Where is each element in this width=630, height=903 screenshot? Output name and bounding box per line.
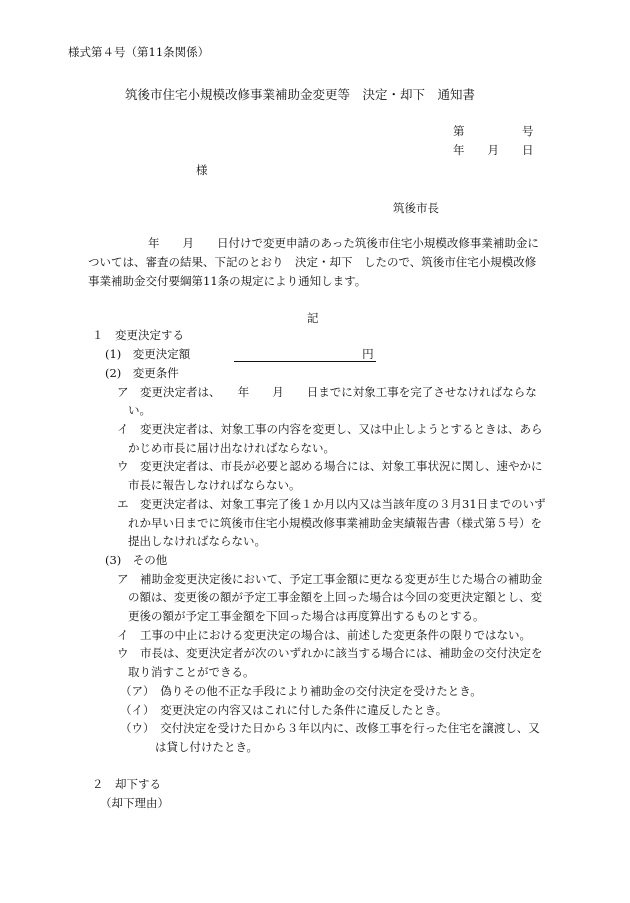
change-amount-row — [105, 349, 376, 362]
change-amount-field: 円 — [234, 349, 376, 362]
condition-line: イ 変更決定者は、対象工事の内容を変更し、又は中止しようとするときは、あら — [117, 422, 543, 436]
condition-line: い。 — [128, 403, 151, 417]
section-heading: ２ 却下する — [92, 777, 161, 791]
condition-line: ウ 変更決定者は、市長が必要と認める場合には、対象工事状況に関し、速やかに — [117, 459, 543, 473]
section-heading: １ 変更決定する — [92, 328, 184, 342]
condition-line: 提出しなければならない。 — [128, 534, 266, 548]
addressee: 様 — [196, 163, 208, 177]
rejection-reason-label: （却下理由） — [100, 796, 169, 810]
condition-line: かじめ市長に届け出なければならない。 — [128, 441, 335, 455]
sub-item-line: （ウ） 交付決定を受けた日から３年以内に、改修工事を行った住宅を譲渡し、又 — [120, 721, 540, 735]
sub-item-line: （ア） 偽りその他不正な手段により補助金の交付決定を受けたとき。 — [120, 684, 482, 698]
form-number: 様式第４号（第11条関係） — [68, 45, 210, 59]
document-number: 第 号 — [453, 124, 534, 138]
ki-heading: 記 — [307, 311, 319, 325]
subsection-heading: (3) その他 — [105, 553, 168, 567]
condition-line: 市長に報告しなければならない。 — [128, 478, 301, 492]
other-line: ウ 市長は、変更決定者が次のいずれかに該当する場合には、補助金の交付決定を — [117, 646, 543, 660]
condition-line: エ 変更決定者は、対象工事完了後１か月以内又は当該年度の３月31日までのいず — [117, 497, 546, 511]
document-date: 年 月 日 — [453, 143, 534, 157]
other-line: 取り消すことができる。 — [128, 665, 255, 679]
change-amount-label: (1) 変更決定額 — [105, 347, 191, 361]
subsection-heading: (2) 変更条件 — [105, 366, 179, 380]
sub-item-line: （イ） 変更決定の内容又はこれに付した条件に違反したとき。 — [120, 703, 448, 717]
other-line: の額は、変更後の額が予定工事金額を上回った場合は今回の変更決定額とし、変 — [128, 590, 542, 604]
other-line: 更後の額が予定工事金額を下回った場合は再度算出するものとする。 — [128, 609, 485, 623]
other-line: イ 工事の中止における変更決定の場合は、前述した変更条件の限りではない。 — [117, 628, 531, 642]
condition-line: れか早い日までに筑後市住宅小規模改修事業補助金実績報告書（様式第５号）を — [128, 516, 542, 530]
body-line: 年 月 日付けで変更申請のあった筑後市住宅小規模改修事業補助金に — [148, 236, 539, 250]
condition-line: ア 変更決定者は、 年 月 日までに対象工事を完了させなければならな — [117, 385, 537, 399]
sub-item-line: は貸し付けたとき。 — [155, 740, 259, 754]
body-line: 事業補助金交付要綱第11条の規定により通知します。 — [88, 274, 367, 288]
body-line: ついては、審査の結果、下記のとおり 決定・却下 したので、筑後市住宅小規模改修 — [88, 255, 537, 269]
issuer: 筑後市長 — [393, 201, 439, 215]
other-line: ア 補助金変更決定後において、予定工事金額に更なる変更が生じた場合の補助金 — [117, 572, 543, 586]
document-title: 筑後市住宅小規模改修事業補助金変更等 決定・却下 通知書 — [125, 87, 476, 102]
